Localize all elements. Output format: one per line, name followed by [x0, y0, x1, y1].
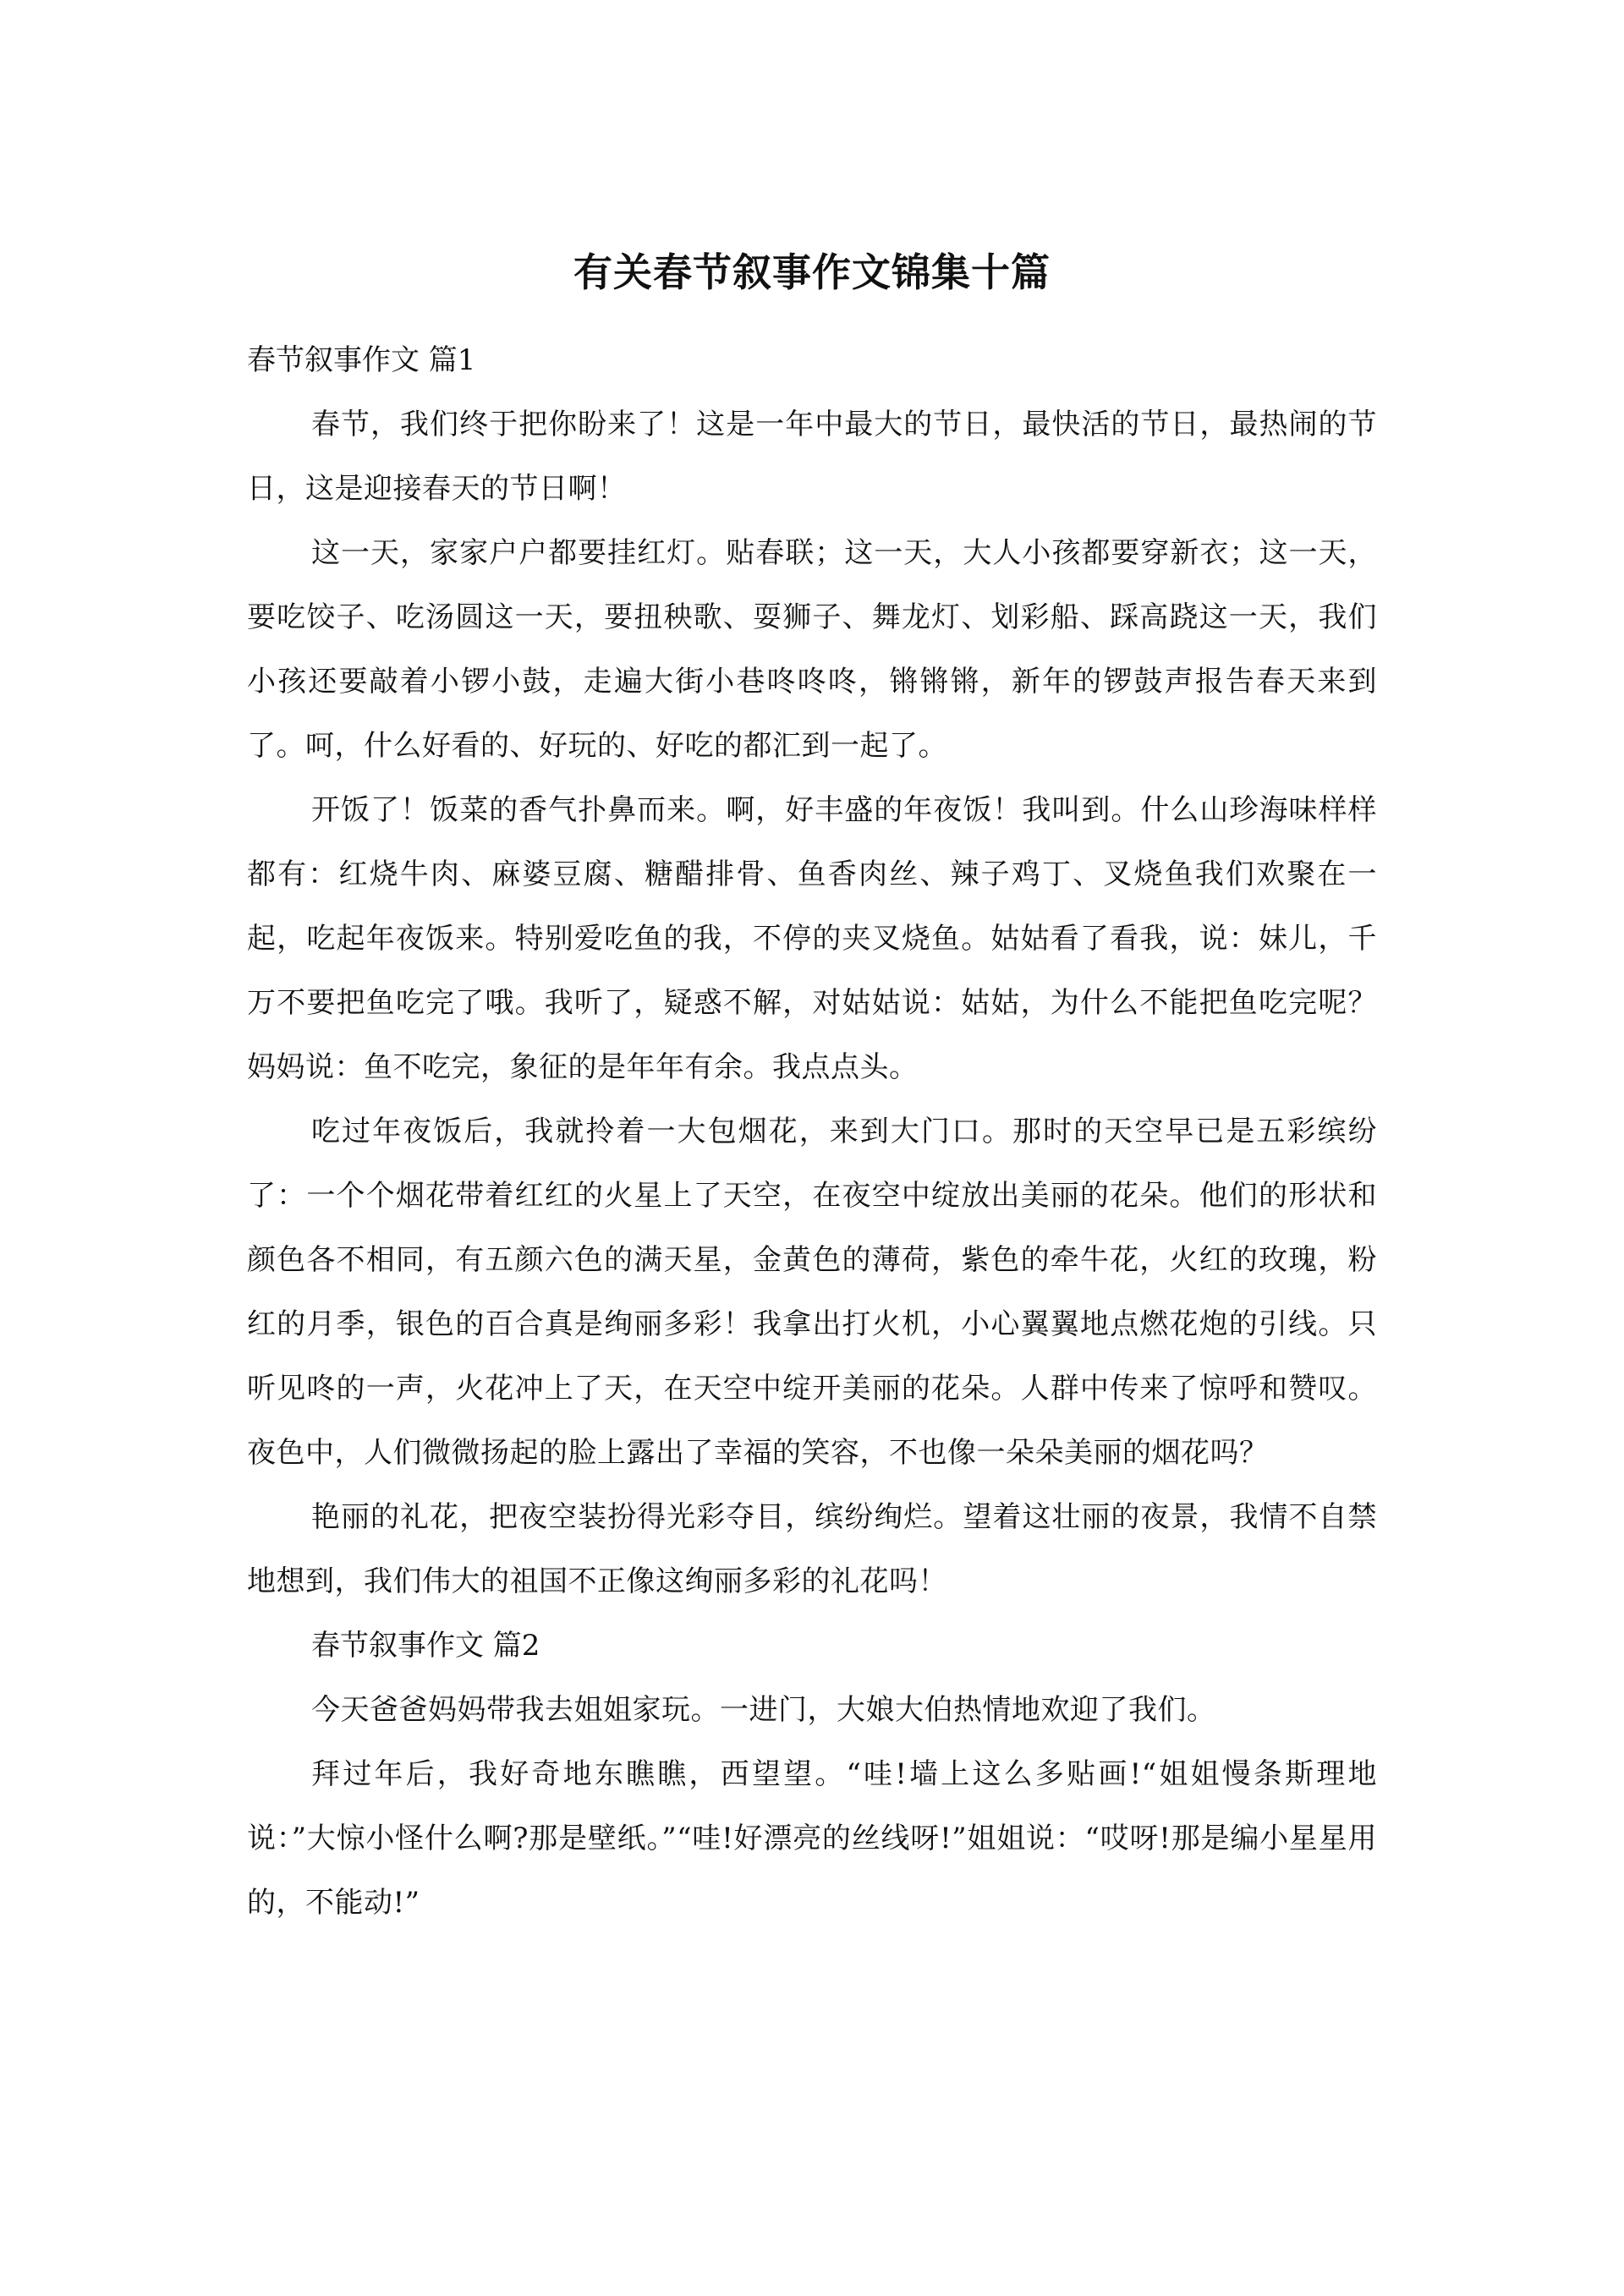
- document-body: [247, 245, 1377, 1935]
- section-1-paragraph: 春节，我们终于把你盼来了！这是一年中最大的节日，最快活的节日，最热闹的节日，这是迎接春天的节日啊！: [247, 408, 1377, 506]
- section-2-paragraph: 今天爸爸妈妈带我去姐姐家玩。一进门，大娘大伯热情地欢迎了我们。: [311, 1693, 1216, 1727]
- document-title: 有关春节叙事作文锦集十篇: [573, 249, 1051, 295]
- section-1-paragraph: 这一天，家家户户都要挂红灯。贴春联；这一天，大人小孩都要穿新衣；这一天，要吃饺子、吃汤圆这一天，要扭秧歌、耍狮子、舞龙灯、划彩船、踩高跷这一天，我们小孩还要敲着小锣小鼓，走遍大街小巷咚咚咚，锵锵锵，新年的锣鼓声报告春天来到了。呵，什么好看的、好玩的、好吃的都汇到一起了。: [247, 536, 1377, 763]
- section-1-heading: 春节叙事作文 篇1: [247, 343, 476, 377]
- section-2-heading: 春节叙事作文 篇2: [311, 1629, 540, 1663]
- section-1-paragraph: 开饭了！饭菜的香气扑鼻而来。啊，好丰盛的年夜饭！我叫到。什么山珍海味样样都有：红烧牛肉、麻婆豆腐、糖醋排骨、鱼香肉丝、辣子鸡丁、叉烧鱼我们欢聚在一起，吃起年夜饭来。特别爱吃鱼的我，不停的夹叉烧鱼。姑姑看了看我，说：妹儿，千万不要把鱼吃完了哦。我听了，疑惑不解，对姑姑说：姑姑，为什么不能把鱼吃完呢？妈妈说：鱼不吃完，象征的是年年有余。我点点头。: [247, 793, 1377, 1084]
- section-1-paragraph: 艳丽的礼花，把夜空装扮得光彩夺目，缤纷绚烂。望着这壮丽的夜景，我情不自禁地想到，我们伟大的祖国不正像这绚丽多彩的礼花吗！: [247, 1500, 1377, 1598]
- section-2-paragraph: 拜过年后，我好奇地东瞧瞧，西望望。“哇!墙上这么多贴画!“姐姐慢条斯理地说：”大惊小怪什么啊?那是壁纸。”“哇!好漂亮的丝线呀!”姐姐说：“哎呀!那是编小星星用的，不能动!”: [247, 1757, 1377, 1920]
- section-1-paragraph: 吃过年夜饭后，我就拎着一大包烟花，来到大门口。那时的天空早已是五彩缤纷了：一个个烟花带着红红的火星上了天空，在夜空中绽放出美丽的花朵。他们的形状和颜色各不相同，有五颜六色的满天星，金黄色的薄荷，紫色的牵牛花，火红的玫瑰，粉红的月季，银色的百合真是绚丽多彩！我拿出打火机，小心翼翼地点燃花炮的引线。只听见咚的一声，火花冲上了天，在天空中绽开美丽的花朵。人群中传来了惊呼和赞叹。夜色中，人们微微扬起的脸上露出了幸福的笑容，不也像一朵朵美丽的烟花吗？: [247, 1115, 1377, 1470]
